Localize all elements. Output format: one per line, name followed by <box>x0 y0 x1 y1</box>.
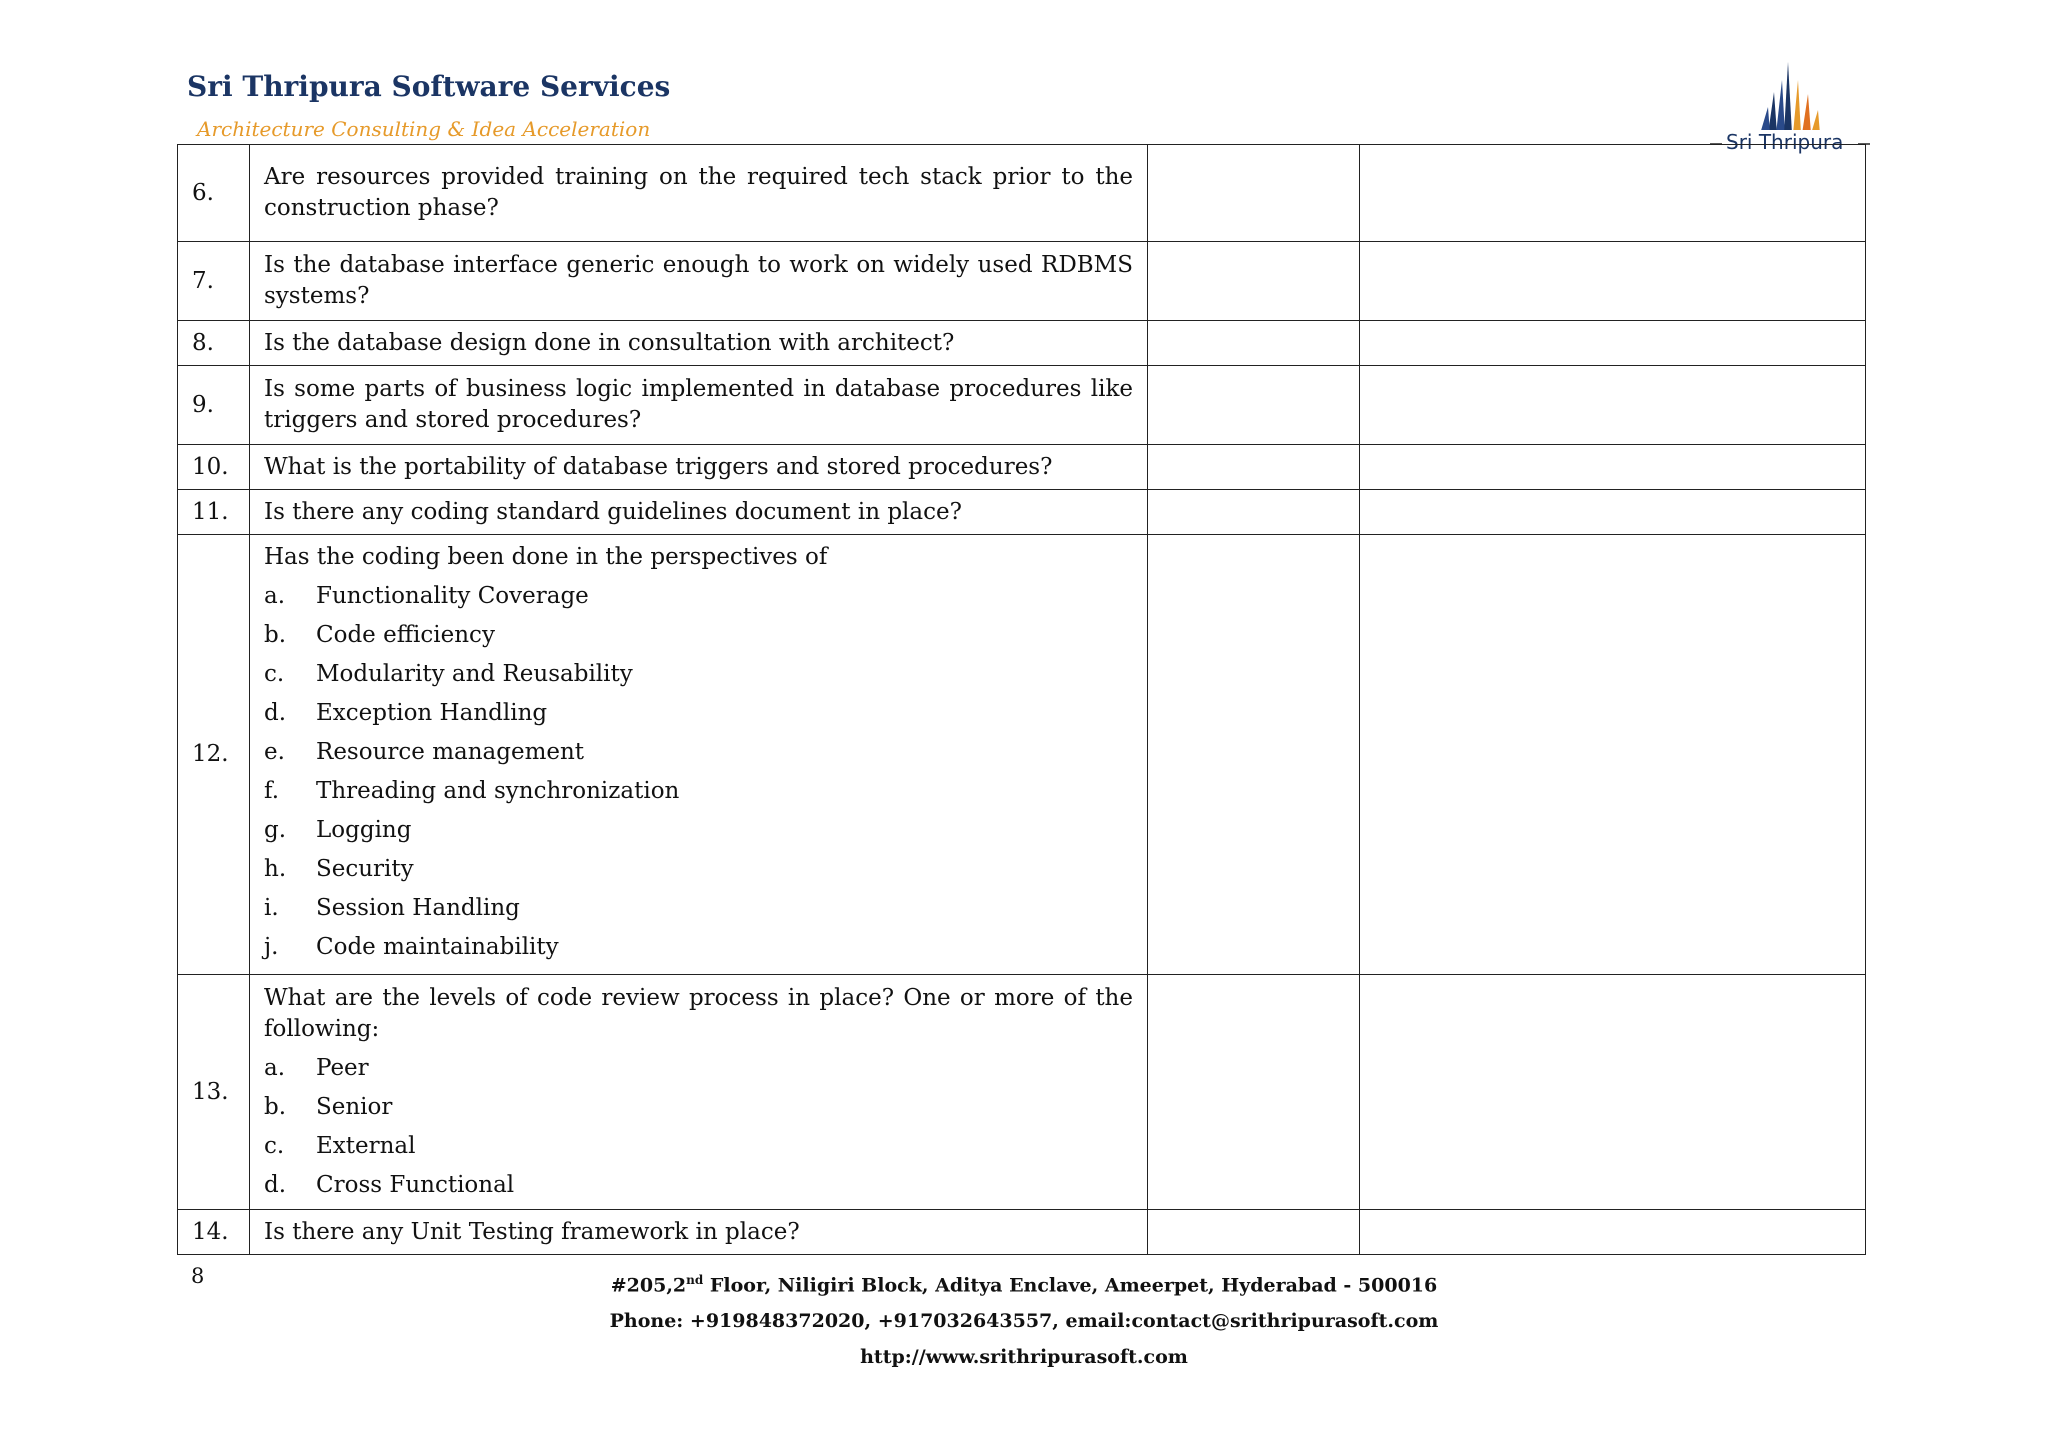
list-item <box>264 893 1133 924</box>
list-text: Code maintainability <box>316 934 559 960</box>
answer-cell <box>1148 145 1360 242</box>
list-item <box>264 1053 1133 1084</box>
row-number: 10. <box>178 445 250 490</box>
logo-text: Sri Thripura <box>1722 130 1847 154</box>
checklist-table <box>177 144 1866 1255</box>
list-text: Exception Handling <box>316 700 548 726</box>
list-item <box>264 854 1133 885</box>
list-text: Modularity and Reusability <box>316 661 633 687</box>
table-row <box>178 975 1866 1210</box>
list-marker: a. <box>264 583 286 609</box>
list-text: Resource management <box>316 739 585 765</box>
list-marker: h. <box>264 856 287 882</box>
list-text: Peer <box>316 1055 369 1081</box>
row-question: Is the database design done in consultation with architect? <box>250 321 1148 366</box>
row-question: Are resources provided training on the required tech stack prior to the construction phase? <box>250 145 1148 242</box>
remarks-cell <box>1360 445 1866 490</box>
row-number: 8. <box>178 321 250 366</box>
list-marker: d. <box>264 700 287 726</box>
footer-phone: Phone: +919848372020, +917032643557, email:contact@srithripurasoft.com <box>609 1310 1439 1333</box>
list-item <box>264 737 1133 768</box>
list-marker: e. <box>264 739 285 765</box>
list-text: Senior <box>316 1094 393 1120</box>
answer-cell <box>1148 535 1360 975</box>
footer <box>0 1262 2048 1375</box>
row-number: 7. <box>178 242 250 321</box>
row-number: 12. <box>178 535 250 975</box>
checklist-body <box>178 145 1866 1255</box>
list-marker: g. <box>264 817 287 843</box>
list-text: Cross Functional <box>316 1172 515 1198</box>
row-question <box>250 975 1148 1210</box>
answer-cell <box>1148 366 1360 445</box>
table-row <box>178 445 1866 490</box>
remarks-cell <box>1360 535 1866 975</box>
list-text: External <box>316 1133 416 1159</box>
row-question <box>250 535 1148 975</box>
list-marker: c. <box>264 661 285 687</box>
remarks-cell <box>1360 490 1866 535</box>
list-item <box>264 1131 1133 1162</box>
list-item <box>264 698 1133 729</box>
table-row <box>178 242 1866 321</box>
address-part: #205,2 <box>610 1274 687 1297</box>
answer-cell <box>1148 445 1360 490</box>
table-row <box>178 535 1866 975</box>
question-intro: What are the levels of code review process in place? One or more of the following: <box>264 985 1133 1042</box>
row-question: Is the database interface generic enough to work on widely used RDBMS systems? <box>250 242 1148 321</box>
company-tagline: Architecture Consulting & Idea Acceleration <box>197 117 651 141</box>
list-item <box>264 581 1133 612</box>
list-text: Session Handling <box>316 895 520 921</box>
list-item <box>264 815 1133 846</box>
list-item <box>264 659 1133 690</box>
list-item <box>264 932 1133 963</box>
answer-cell <box>1148 490 1360 535</box>
table-row <box>178 145 1866 242</box>
table-row <box>178 366 1866 445</box>
list-item <box>264 1170 1133 1201</box>
remarks-cell <box>1360 145 1866 242</box>
row-number: 13. <box>178 975 250 1210</box>
address-sup: nd <box>686 1273 704 1287</box>
row-number: 9. <box>178 366 250 445</box>
answer-cell <box>1148 1210 1360 1255</box>
row-question: What is the portability of database triggers and stored procedures? <box>250 445 1148 490</box>
list-item <box>264 1092 1133 1123</box>
remarks-cell <box>1360 975 1866 1210</box>
table-row <box>178 1210 1866 1255</box>
address-part: Floor, Niligiri Block, Aditya Enclave, Ameerpet, Hyderabad - 500016 <box>703 1274 1438 1297</box>
list-marker: j. <box>264 934 279 960</box>
row-number: 6. <box>178 145 250 242</box>
company-name: Sri Thripura Software Services <box>187 70 671 103</box>
answer-cell <box>1148 975 1360 1210</box>
footer-website: http://www.srithripurasoft.com <box>860 1346 1188 1369</box>
list-text: Logging <box>316 817 412 843</box>
row-number: 14. <box>178 1210 250 1255</box>
list-marker: d. <box>264 1172 287 1198</box>
row-question: Is some parts of business logic implemented in database procedures like triggers and stored procedures? <box>250 366 1148 445</box>
row-question: Is there any Unit Testing framework in place? <box>250 1210 1148 1255</box>
page-number: 8 <box>191 1264 205 1288</box>
footer-address <box>0 1262 2048 1303</box>
list-marker: f. <box>264 778 280 804</box>
list-text: Functionality Coverage <box>316 583 589 609</box>
remarks-cell <box>1360 1210 1866 1255</box>
list-text: Security <box>316 856 414 882</box>
list-marker: a. <box>264 1055 286 1081</box>
list-text: Threading and synchronization <box>316 778 680 804</box>
answer-cell <box>1148 321 1360 366</box>
list-marker: i. <box>264 895 279 921</box>
remarks-cell <box>1360 242 1866 321</box>
list-marker: c. <box>264 1133 285 1159</box>
row-number: 11. <box>178 490 250 535</box>
list-item <box>264 776 1133 807</box>
table-row <box>178 321 1866 366</box>
table-row <box>178 490 1866 535</box>
list-marker: b. <box>264 1094 287 1120</box>
list-text: Code efficiency <box>316 622 495 648</box>
answer-cell <box>1148 242 1360 321</box>
row-question: Is there any coding standard guidelines document in place? <box>250 490 1148 535</box>
list-item <box>264 620 1133 651</box>
list-marker: b. <box>264 622 287 648</box>
remarks-cell <box>1360 366 1866 445</box>
remarks-cell <box>1360 321 1866 366</box>
question-intro: Has the coding been done in the perspectives of <box>264 544 828 570</box>
